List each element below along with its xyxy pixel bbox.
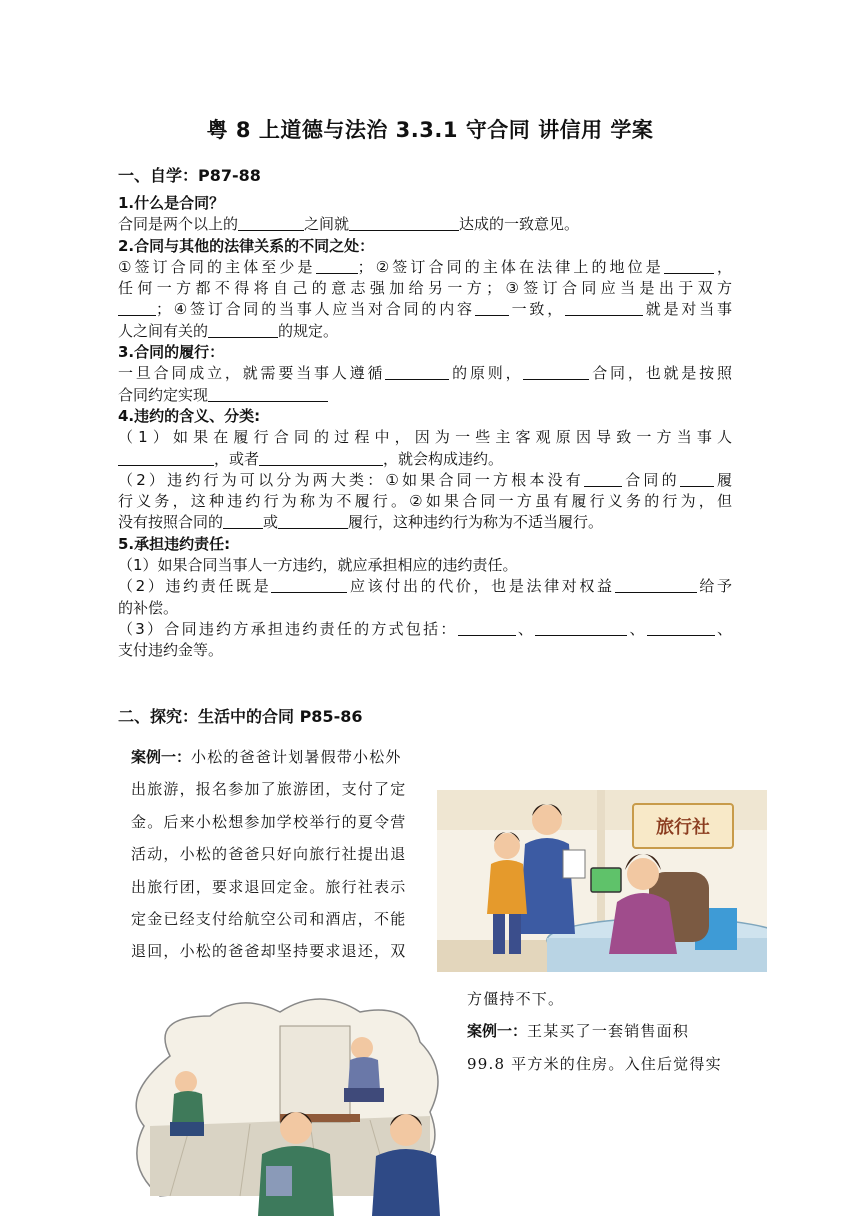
case-1-line: 出旅行团，要求退回定金。旅行社表示 [131, 877, 407, 896]
q4-heading: 4.违约的含义、分类: [118, 406, 261, 425]
section-2-heading: 二、探究：生活中的合同 P85-86 [118, 707, 363, 726]
q5-heading: 5.承担违约责任: [118, 534, 231, 553]
agency-sign-text: 旅行社 [656, 817, 710, 838]
blank[interactable] [278, 513, 348, 529]
case-1-tail: 方僵持不下。 [467, 990, 565, 1008]
travel-agency-illustration [437, 790, 767, 972]
blank[interactable] [118, 450, 214, 466]
q2-line-2: 任何一方都不得将自己的意志强加给另一方；③签订合同应当是出于双方 [118, 279, 732, 298]
q5-line-5: 支付违约金等。 [118, 641, 224, 660]
section-1-body [118, 193, 732, 662]
blank[interactable] [208, 386, 328, 402]
blank[interactable] [385, 364, 449, 380]
case-1 [131, 741, 431, 968]
blank[interactable] [475, 300, 509, 316]
q4-line-5: 没有按照合同的 或 履行，这种违约行为称为不适当履行。 [118, 513, 604, 532]
q3-heading: 3.合同的履行： [118, 343, 225, 362]
blank[interactable] [238, 215, 304, 231]
case-1-label: 案例一： [131, 748, 192, 766]
case-1-line: 退回，小松的爸爸却坚持要求退还，双 [131, 942, 407, 961]
case-1-line: 案例一：小松的爸爸计划暑假带小松外 [131, 748, 402, 766]
q2-line-3: ；④签订合同的当事人应当对合同的内容 一致， 就是对当事 [118, 299, 732, 320]
house-measurement-illustration [130, 996, 452, 1216]
q4-line-4: 行义务，这种违约行为称为不履行。②如果合同一方虽有履行义务的行为，但 [118, 492, 732, 511]
blank[interactable] [565, 300, 643, 316]
blank[interactable] [349, 215, 459, 231]
blank[interactable] [316, 258, 358, 274]
q4-line-1: （1）如果在履行合同的过程中，因为一些主客观原因导致一方当事人 [118, 428, 732, 447]
blank[interactable] [118, 300, 156, 316]
q5-line-2: （2）违约责任既是 应该付出的代价，也是法律对权益 给予 [118, 577, 732, 596]
blank[interactable] [680, 471, 714, 487]
q2-line-1: ①签订合同的主体至少是 ；②签订合同的主体在法律上的地位是 ， [118, 257, 732, 276]
blank[interactable] [584, 471, 622, 487]
q2-line-4: 人之间有关的 的规定。 [118, 321, 339, 340]
q3-line-1: 一旦合同成立，就需要当事人遵循 的原则， 合同，也就是按照 [118, 364, 732, 383]
blank[interactable] [208, 322, 278, 338]
case-2-label: 案例一： [467, 1022, 528, 1041]
section-1-heading: 一、自学：P87-88 [118, 166, 261, 185]
case-2-line: 案例一：王某买了一套销售面积 [467, 1022, 690, 1041]
q4-line-3: （2）违约行为可以分为两大类：①如果合同一方根本没有 合同的 履 [118, 470, 732, 489]
case-continuation [467, 983, 737, 1080]
q1-heading: 1.什么是合同？ [118, 194, 225, 212]
blank[interactable] [259, 450, 383, 466]
q4-line-2: ，或者 ，就会构成违约。 [118, 449, 732, 470]
blank[interactable] [271, 577, 347, 593]
case-1-line: 定金已经支付给航空公司和酒店，不能 [131, 910, 407, 929]
case-1-line: 出旅游，报名参加了旅游团，支付了定 [131, 780, 407, 799]
blank[interactable] [647, 620, 715, 636]
blank[interactable] [458, 620, 516, 636]
blank[interactable] [664, 258, 714, 274]
case-2-line: 99.8 平方米的住房。入住后觉得实 [467, 1054, 722, 1073]
q1-line: 合同是两个以上的 之间就 达成的一致意见。 [118, 215, 580, 234]
page-title: 粤 8 上道德与法治 3.3.1 守合同 讲信用 学案 [206, 118, 654, 142]
q5-line-4: （3）合同违约方承担违约责任的方式包括： 、 、 、 [118, 619, 732, 638]
q5-line-3: 的补偿。 [118, 598, 179, 617]
blank[interactable] [615, 577, 697, 593]
case-1-line: 金。后来小松想参加学校举行的夏令营 [131, 812, 407, 831]
blank[interactable] [223, 513, 263, 529]
case-1-line: 活动，小松的爸爸只好向旅行社提出退 [131, 845, 407, 864]
q5-line-1: （1）如果合同当事人一方违约，就应承担相应的违约责任。 [118, 556, 518, 575]
blank[interactable] [535, 620, 627, 636]
blank[interactable] [523, 364, 589, 380]
q3-line-2: 合同约定实现 [118, 385, 732, 406]
q2-heading: 2.合同与其他的法律关系的不同之处： [118, 236, 375, 255]
